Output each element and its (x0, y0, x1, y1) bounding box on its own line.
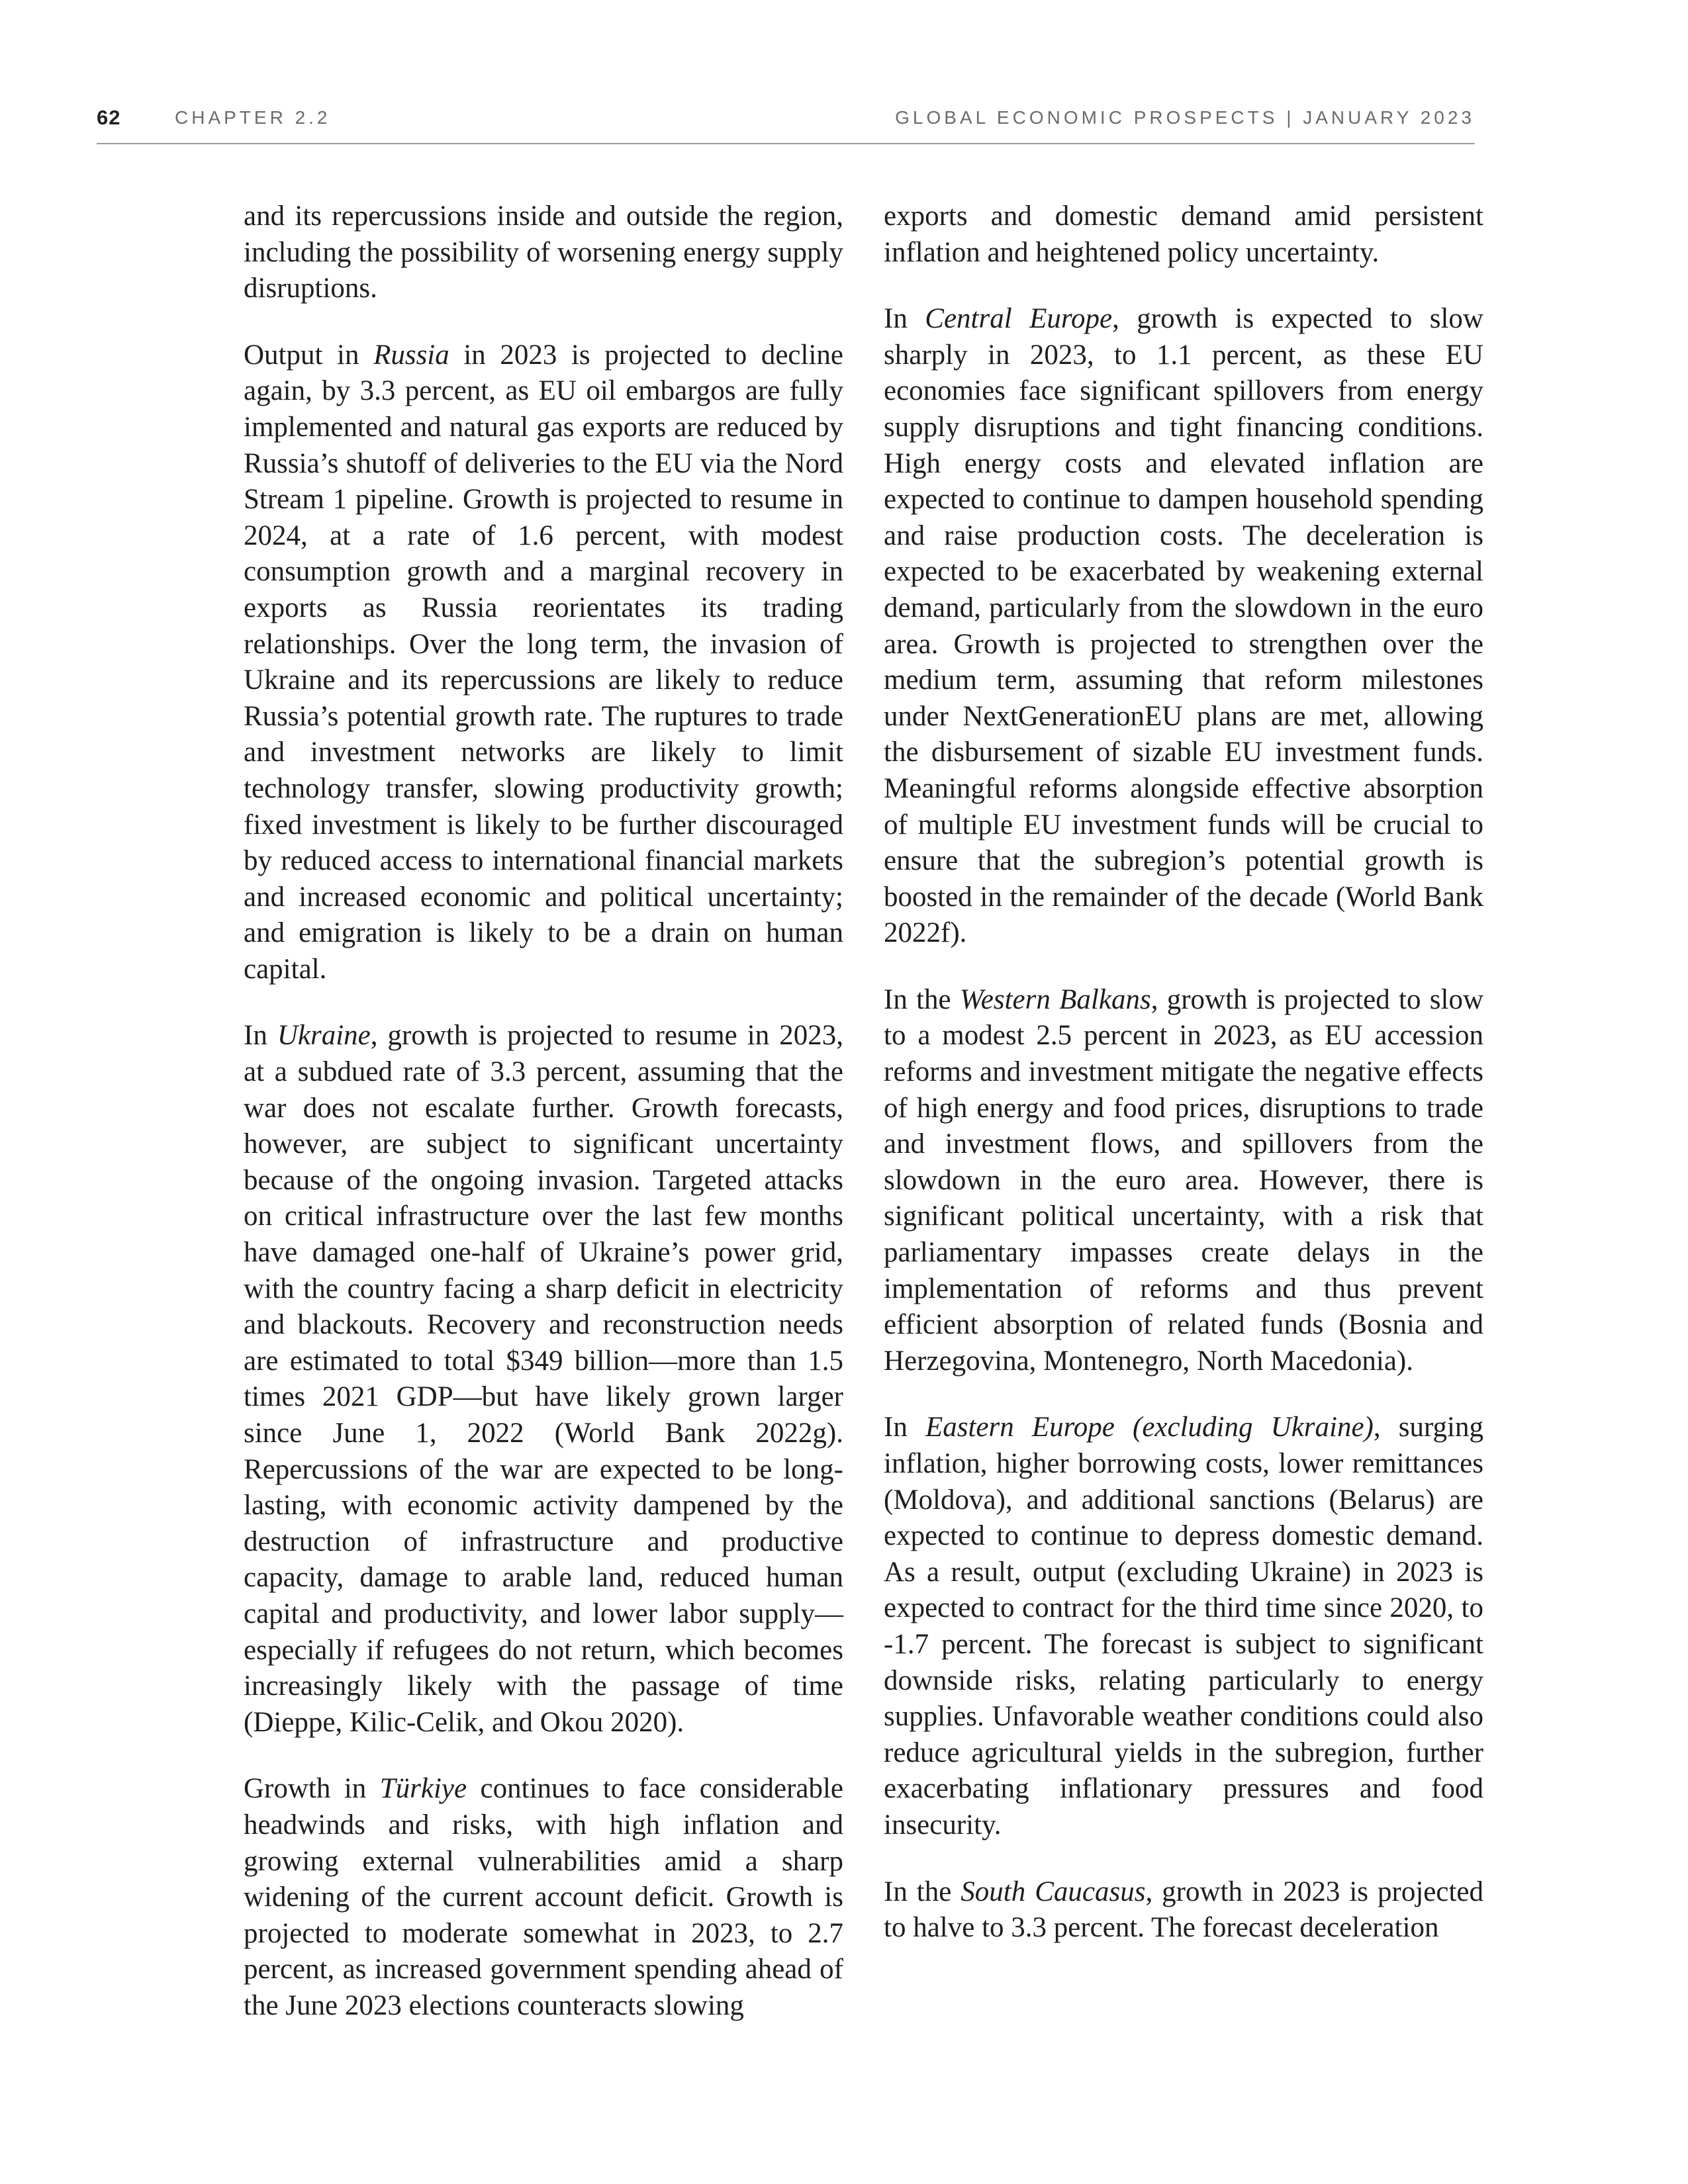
italic-term: Ukraine (277, 1020, 371, 1052)
paragraph-text: Growth in (244, 1773, 380, 1805)
paragraph-text: , surging inflation, higher borrowing costs, lower remittances (Moldova), and additional sanctions (Belarus) are expected to continue to depress domestic demand. As a result, output (excluding Ukraine) in 2023 is expected to contract for the third time since 2020, to -1.7 percent. The forecast is subject to significant downside risks, relating particularly to energy supplies. Unfavorable weather conditions could also reduce agricultural yields in the subregion, further exacerbating inflationary pressures and food insecurity. (884, 1412, 1483, 1841)
paragraph-text: Output in (244, 339, 374, 371)
paragraph-text: In the (884, 1876, 961, 1907)
paragraph-text: continues to face considerable headwinds and risks, with high inflation and growing external vulnerabilities amid a sharp widening of the current account deficit. Growth is projected to moderate somewhat in 2023, to 2.7 percent, as increased government spending ahead of the June 2023 elections counteracts slowing (244, 1773, 844, 2021)
chapter-label: CHAPTER 2.2 (175, 107, 331, 128)
paragraph-text: In the (884, 983, 960, 1015)
body-paragraph (244, 338, 843, 988)
running-title: GLOBAL ECONOMIC PROSPECTS | JANUARY 2023 (895, 107, 1475, 128)
paragraph-text: and its repercussions inside and outside the region, including the possibility of worsening energy supply disruptions. (244, 201, 843, 304)
body-paragraph (884, 982, 1483, 1380)
italic-term: Eastern Europe (excluding Ukraine) (925, 1412, 1374, 1443)
body-paragraph (884, 199, 1483, 271)
italic-term: Western Balkans (959, 983, 1151, 1015)
body-paragraph (244, 1771, 843, 2024)
body-paragraph (884, 1874, 1483, 1946)
paragraph-text: , growth in 2023 is projected to halve to 3.3 percent. The forecast deceleration (884, 1876, 1483, 1944)
paragraph-text: , growth is projected to slow to a modest 2.5 percent in 2023, as EU accession reforms and investment mitigate the negative effects of high energy and food prices, disruptions to trade and investment flows, and spillovers from the slowdown in the euro area. However, there is significant political uncertainty, with a risk that parliamentary impasses create delays in the implementation of reforms and thus prevent efficient absorption of related funds (Bosnia and Herzegovina, Montenegro, North Macedonia). (884, 983, 1483, 1377)
italic-term: South Caucasus (961, 1876, 1146, 1907)
italic-term: Central Europe (925, 303, 1113, 335)
body-paragraph (244, 199, 843, 307)
body-paragraph (884, 301, 1483, 952)
italic-term: Türkiye (379, 1773, 467, 1805)
page-header (97, 106, 1475, 144)
paragraph-text: In (884, 1412, 925, 1443)
page-number: 62 (97, 106, 121, 129)
body-paragraph (884, 1410, 1483, 1843)
paragraph-text: exports and domestic demand amid persistent inflation and heightened policy uncertainty. (884, 201, 1483, 268)
paragraph-text: , growth is expected to slow sharply in 2023, to 1.1 percent, as these EU economies face significant spillovers from energy supply disruptions and tight financing conditions. High energy costs and elevated inflation are expected to continue to dampen household spending and raise production costs. The deceleration is expected to be exacerbated by weakening external demand, particularly from the slowdown in the euro area. Growth is projected to strengthen over the medium term, assuming that reform milestones under NextGenerationEU plans are met, allowing the disbursement of sizable EU investment funds. Meaningful reforms alongside effective absorption of multiple EU investment funds will be crucial to ensure that the subregion’s potential growth is boosted in the remainder of the decade (World Bank 2022f). (884, 303, 1483, 949)
body-paragraph (244, 1018, 843, 1741)
left-text-column (244, 199, 843, 2055)
paragraph-text: , growth is projected to resume in 2023, at a subdued rate of 3.3 percent, assuming that the war does not escalate further. Growth forecasts, however, are subject to significant uncertainty because of the ongoing invasion. Targeted attacks on critical infrastructure over the last few months have damaged one-half of Ukraine’s power grid, with the country facing a sharp deficit in electricity and blackouts. Recovery and reconstruction needs are estimated to total $349 billion—more than 1.5 times 2021 GDP—but have likely grown larger since June 1, 2022 (World Bank 2022g). Repercussions of the war are expected to be long-lasting, with economic activity dampened by the destruction of infrastructure and productive capacity, damage to arable land, reduced human capital and productivity, and lower labor supply—especially if refugees do not return, which becomes increasingly likely with the passage of time (Dieppe, Kilic-Celik, and Okou 2020). (244, 1020, 843, 1738)
italic-term: Russia (373, 339, 449, 371)
paragraph-text: In (244, 1020, 277, 1052)
paragraph-text: In (884, 303, 925, 335)
right-text-column (884, 199, 1483, 1977)
paragraph-text: in 2023 is projected to decline again, by 3.3 percent, as EU oil embargos are fully implemented and natural gas exports are reduced by Russia’s shutoff of deliveries to the EU via the Nord Stream 1 pipeline. Growth is projected to resume in 2024, at a rate of 1.6 percent, with modest consumption growth and a marginal recovery in exports as Russia reorientates its trading relationships. Over the long term, the invasion of Ukraine and its repercussions are likely to reduce Russia’s potential growth rate. The ruptures to trade and investment networks are likely to limit technology transfer, slowing productivity growth; fixed investment is likely to be further discouraged by reduced access to international financial markets and increased economic and political uncertainty; and emigration is likely to be a drain on human capital. (244, 339, 843, 985)
